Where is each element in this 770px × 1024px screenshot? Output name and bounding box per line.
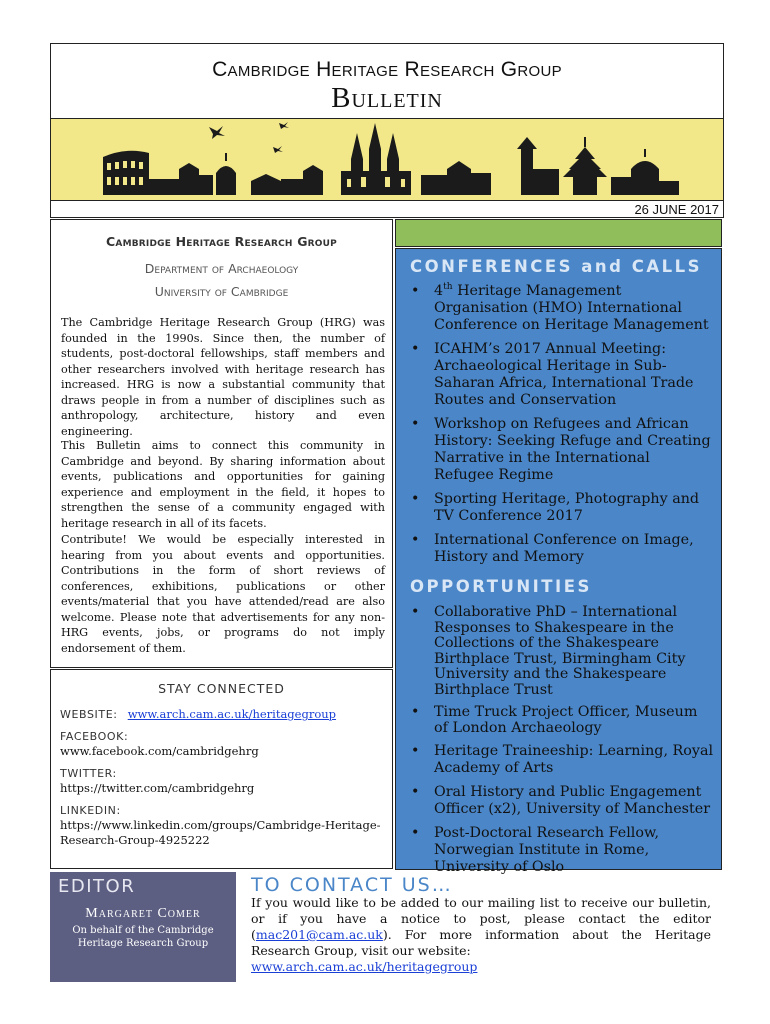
editor-name: Margaret Comer (85, 906, 201, 921)
about-paragraph-contribute: Contribute! We would be especially interested in hearing from you about events and opportunities. Contributions in the form of short reviews of conferences, exhibitions, publications or other events/material that you have attended/read are also welcome. Please note that advertisements for any non-HRG events, jobs, or programs do not imply endorsement of them. (61, 533, 385, 655)
website-label: WEBSITE: (60, 708, 118, 721)
green-strip (395, 219, 722, 247)
conference-item-number: 4 (434, 283, 444, 299)
opportunity-item[interactable]: • Collaborative PhD – International Responses to Shakespeare in the Collections of the Shakespeare Birthplace Trust, Birmingham City University and the Shakespeare Birthplace Trust (408, 605, 714, 698)
conference-item[interactable] (408, 341, 714, 409)
website-row (60, 707, 336, 721)
facebook-url[interactable]: www.facebook.com/cambridgehrg (60, 744, 259, 758)
contact-website-link[interactable]: www.arch.cam.ac.uk/heritagegroup (251, 959, 478, 974)
twitter-url[interactable]: https://twitter.com/cambridgehrg (60, 781, 255, 795)
editor-box (50, 872, 236, 982)
conferences-heading: CONFERENCES and CALLS (410, 257, 703, 276)
opportunity-item[interactable]: • Post-Doctoral Research Fellow, Norwegian Institute in Rome, University of Oslo (408, 825, 714, 876)
conference-item[interactable] (408, 532, 714, 566)
editor-title: EDITOR (58, 876, 136, 897)
bulletin-date: 26 JUNE 2017 (634, 202, 719, 217)
conference-item-text: ICAHM’s 2017 Annual Meeting: Archaeological Heritage in Sub-Saharan Africa, International Trade Routes and Conservation (434, 341, 694, 408)
date-bar (51, 200, 723, 219)
conference-item-text: Workshop on Refugees and African History: Seeking Refuge and Creating Narrative in the International Refugee Regime (434, 416, 711, 483)
linkedin-url-line2[interactable]: Research-Group-4925222 (60, 833, 210, 847)
conference-item-ordinal: th (443, 282, 453, 293)
opportunities-list (408, 605, 714, 883)
bulletin-header (50, 43, 724, 218)
linkedin-url-line1[interactable]: https://www.linkedin.com/groups/Cambridge-Heritage- (60, 818, 381, 832)
university-name: University of Cambridge (154, 284, 289, 299)
conference-item[interactable] (408, 491, 714, 525)
opportunity-item[interactable]: • Oral History and Public Engagement Officer (x2), University of Manchester (408, 784, 714, 818)
events-panel (395, 248, 722, 875)
editor-role: On behalf of the Cambridge Heritage Research Group (72, 925, 214, 949)
stay-connected-section (50, 669, 393, 869)
about-section (50, 219, 393, 668)
skyline-banner-image (51, 119, 723, 201)
editor-email-link[interactable]: mac201@cam.ac.uk (255, 927, 383, 942)
opportunity-item[interactable]: • Time Truck Project Officer, Museum of London Archaeology (408, 705, 714, 736)
stay-connected-title: STAY CONNECTED (158, 681, 285, 696)
contact-text (251, 895, 711, 975)
conference-item[interactable] (408, 416, 714, 484)
contact-title: TO CONTACT US… (251, 874, 453, 896)
about-paragraph-history: The Cambridge Heritage Research Group (HRG) was founded in the 1990s. Since then, the number of students, post-doctoral fellowships, staff members and other researchers involved with heritage research has increased. HRG is now a substantial community that draws people in from a number of disciplines such as anthropology, architecture, history and even engineering. (61, 316, 385, 438)
conference-item-text: Sporting Heritage, Photography and TV Conference 2017 (434, 491, 700, 524)
header-title-line1: Cambridge Heritage Research Group (212, 58, 562, 81)
contact-text-intro: If you would like to be added to our mailing list to receive our bulletin, or if you have a notice to post, please contact the editor ( (251, 895, 711, 942)
twitter-label: TWITTER: (60, 767, 117, 780)
conference-item[interactable] (408, 283, 714, 334)
conference-item-text: Heritage Management Organisation (HMO) International Conference on Heritage Management (434, 283, 709, 333)
header-title-line2: Bulletin (331, 82, 443, 114)
facebook-label: FACEBOOK: (60, 730, 129, 743)
website-link[interactable]: www.arch.cam.ac.uk/heritagegroup (127, 707, 337, 721)
linkedin-label: LINKEDIN: (60, 804, 121, 817)
opportunity-item[interactable]: • Heritage Traineeship: Learning, Royal Academy of Arts (408, 743, 714, 777)
conference-item-text: International Conference on Image, History and Memory (434, 532, 694, 565)
about-title: Cambridge Heritage Research Group (106, 234, 337, 249)
opportunities-heading: OPPORTUNITIES (410, 577, 592, 596)
contact-text-more: ). For more information about the Heritage Research Group, visit our website: (251, 927, 711, 958)
conferences-list (408, 283, 714, 573)
about-paragraph-aims: This Bulletin aims to connect this community in Cambridge and beyond. By sharing information about events, publications and opportunities for gaining experience and employment in the field, it hopes to strengthen the sense of a community engaged with heritage research in all of its facets. (61, 439, 385, 530)
department-name: Department of Archaeology (144, 261, 299, 276)
